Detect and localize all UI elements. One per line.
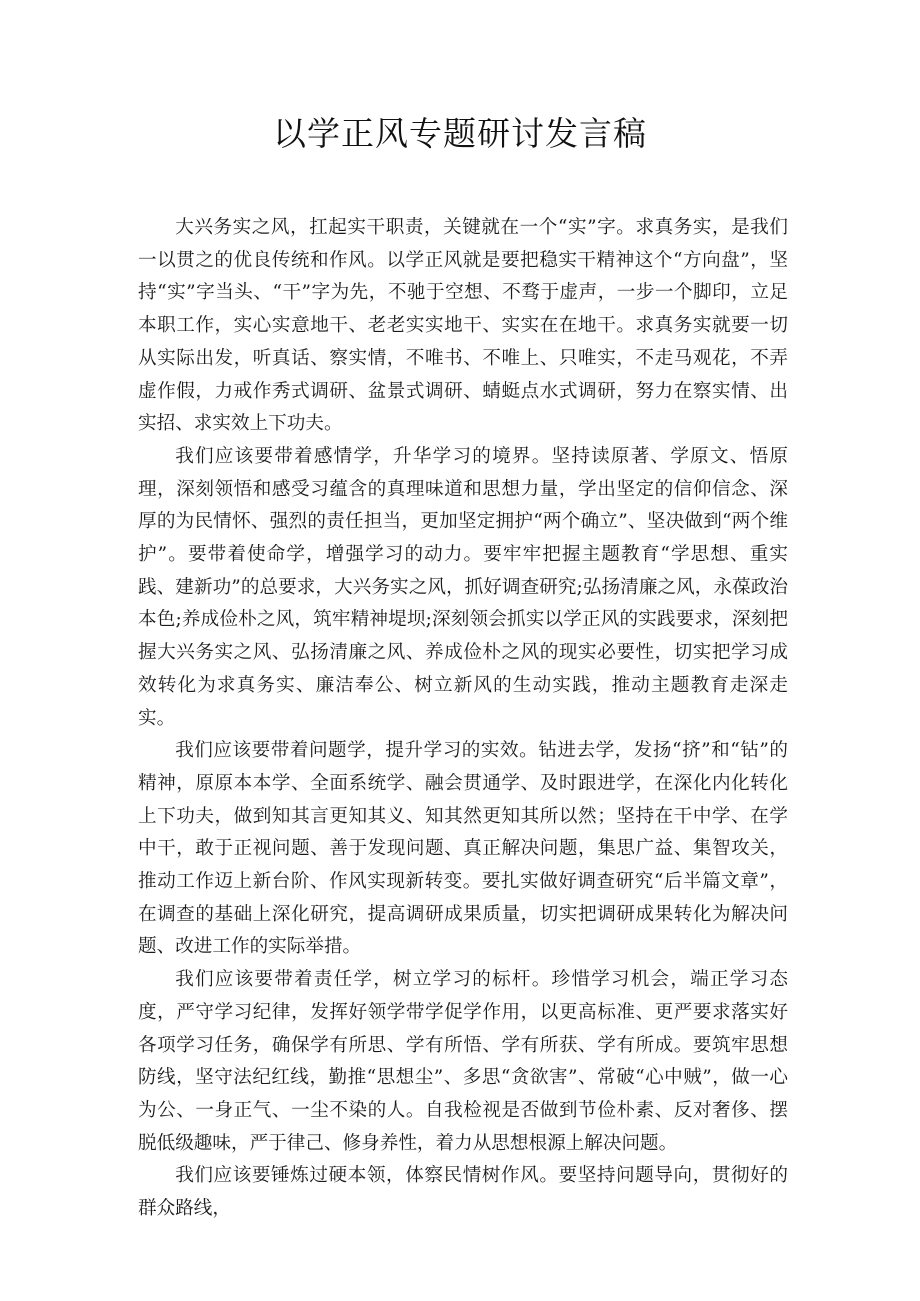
document-body — [138, 212, 788, 1226]
paragraph: 我们应该要锤炼过硬本领，体察民情树作风。要坚持问题导向，贯彻好的群众路线， — [138, 1165, 788, 1220]
paragraph: 我们应该要带着责任学，树立学习的标杆。珍惜学习机会，端正学习态度，严守学习纪律，发挥好领学带学促学作用，以更高标准、更严要求落实好各项学习任务，确保学有所思、学有所悟、学有所获、学有所成。要筑牢思想防线，坚守法纪红线，勤推“思想尘”、多思“贪欲害”、常破“心中贼”，做一心为公、一身正气、一尘不染的人。自我检视是否做到节俭朴素、反对奢侈、摆脱低级趣味，严于律己、修身养性，着力从思想根源上解决问题。 — [138, 969, 788, 1154]
paragraph: 我们应该要带着问题学，提升学习的实效。钻进去学，发扬“挤”和“钻”的精神，原原本本学、全面系统学、融会贯通学、及时跟进学，在深化内化转化上下功夫，做到知其言更知其义、知其然更知其所以然；坚持在干中学、在学中干，敢于正视问题、善于发现问题、真正解决问题，集思广益、集智攻关，推动工作迈上新台阶、作风实现新转变。要扎实做好调查研究“后半篇文章”，在调查的基础上深化研究，提高调研成果质量，切实把调研成果转化为解决问题、改进工作的实际举措。 — [138, 740, 788, 958]
paragraph: 我们应该要带着感情学，升华学习的境界。坚持读原著、学原文、悟原理，深刻领悟和感受习蕴含的真理味道和思想力量，学出坚定的信仰信念、深厚的为民情怀、强烈的责任担当，更加坚定拥护“两个确立”、坚决做到“两个维护”。要带着使命学，增强学习的动力。要牢牢把握主题教育“学思想、重实践、建新功”的总要求，大兴务实之风，抓好调查研究;弘扬清廉之风，永葆政治本色;养成俭朴之风，筑牢精神堤坝;深刻领会抓实以学正风的实践要求，深刻把握大兴务实之风、弘扬清廉之风、养成俭朴之风的现实必要性，切实把学习成效转化为求真务实、廉洁奉公、树立新风的生动实践，推动主题教育走深走实。 — [138, 445, 788, 729]
document-title: 以学正风专题研讨发言稿 — [273, 114, 647, 153]
paragraph: 大兴务实之风，扛起实干职责，关键就在一个“实”字。求真务实，是我们一以贯之的优良传统和作风。以学正风就是要把稳实干精神这个“方向盘”，坚持“实”字当头、“干”字为先，不驰于空想、不骛于虚声，一步一个脚印，立足本职工作，实心实意地干、老老实实地干、实实在在地干。求真务实就要一切从实际出发，听真话、察实情，不唯书、不唯上、只唯实，不走马观花，不弄虚作假，力戒作秀式调研、盆景式调研、蜻蜓点水式调研，努力在察实情、出实招、求实效上下功夫。 — [138, 217, 788, 435]
